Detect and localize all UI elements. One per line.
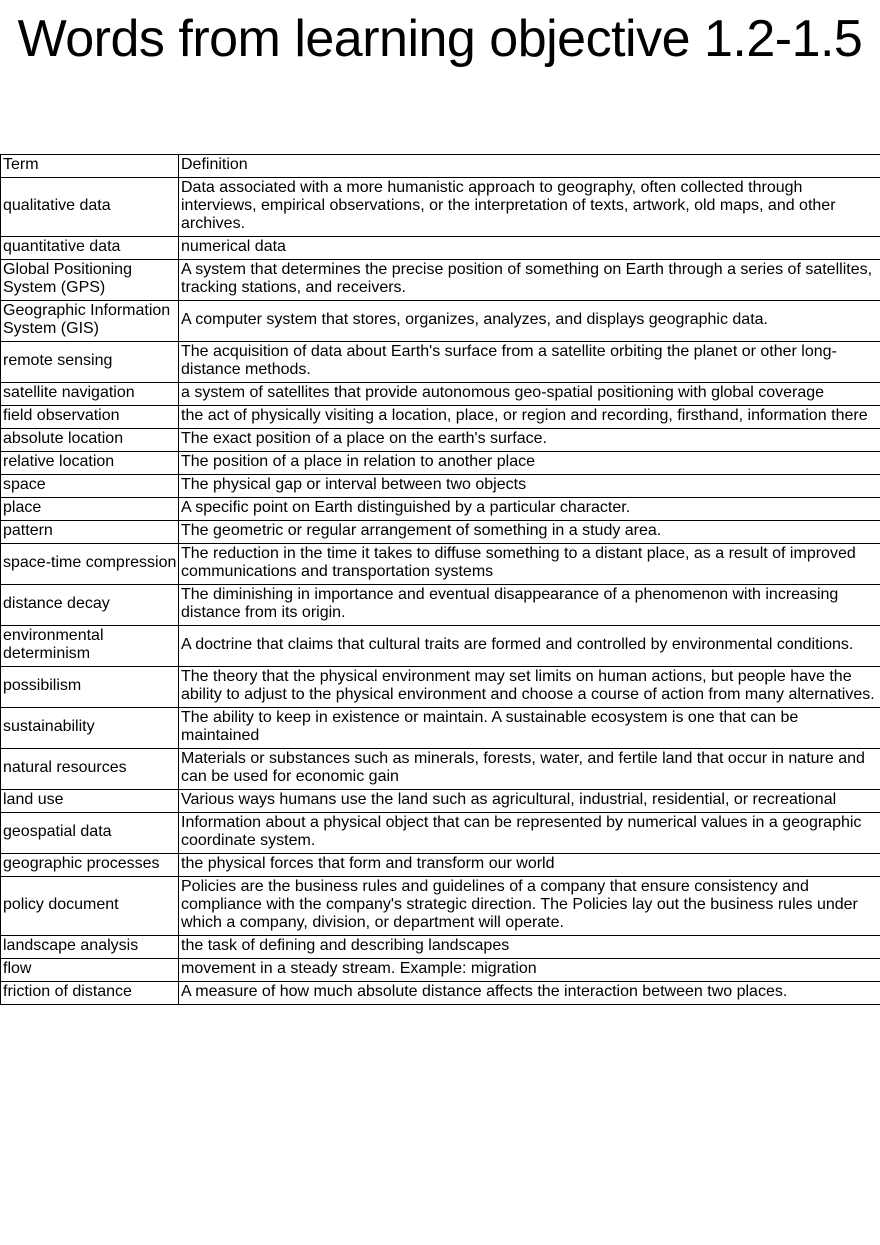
- definition-cell: The theory that the physical environment may set limits on human actions, but people have the ability to adjust to the physical environment and choose a course of action from many alternatives.: [179, 667, 880, 708]
- table-row: [1, 301, 880, 342]
- definition-cell: The ability to keep in existence or maintain. A sustainable ecosystem is one that can be maintained: [179, 708, 880, 749]
- table-row: [1, 237, 880, 260]
- definition-cell: the physical forces that form and transform our world: [179, 854, 880, 877]
- term-cell: relative location: [1, 452, 179, 475]
- definition-cell: The exact position of a place on the earth's surface.: [179, 429, 880, 452]
- term-cell: space: [1, 475, 179, 498]
- table-row: [1, 854, 880, 877]
- definition-cell: Information about a physical object that can be represented by numerical values in a geographic coordinate system.: [179, 813, 880, 854]
- table-row: [1, 790, 880, 813]
- table-header-row: [1, 155, 880, 178]
- definition-cell: the task of defining and describing landscapes: [179, 936, 880, 959]
- table-row: [1, 544, 880, 585]
- term-cell: environmental determinism: [1, 626, 179, 667]
- definition-cell: Materials or substances such as minerals, forests, water, and fertile land that occur in nature and can be used for economic gain: [179, 749, 880, 790]
- definition-cell: A measure of how much absolute distance affects the interaction between two places.: [179, 982, 880, 1005]
- definition-cell: The acquisition of data about Earth's surface from a satellite orbiting the planet or other long-distance methods.: [179, 342, 880, 383]
- term-cell: possibilism: [1, 667, 179, 708]
- table-row: [1, 936, 880, 959]
- table-row: [1, 877, 880, 936]
- table-row: [1, 260, 880, 301]
- definition-cell: A specific point on Earth distinguished by a particular character.: [179, 498, 880, 521]
- term-cell: policy document: [1, 877, 179, 936]
- term-cell: Global Positioning System (GPS): [1, 260, 179, 301]
- definition-cell: the act of physically visiting a location, place, or region and recording, firsthand, information there: [179, 406, 880, 429]
- definition-cell: The physical gap or interval between two objects: [179, 475, 880, 498]
- term-cell: friction of distance: [1, 982, 179, 1005]
- term-cell: satellite navigation: [1, 383, 179, 406]
- term-cell: absolute location: [1, 429, 179, 452]
- term-cell: space-time compression: [1, 544, 179, 585]
- term-cell: sustainability: [1, 708, 179, 749]
- table-row: [1, 452, 880, 475]
- definition-cell: numerical data: [179, 237, 880, 260]
- term-cell: distance decay: [1, 585, 179, 626]
- definition-cell: Data associated with a more humanistic approach to geography, often collected through interviews, empirical observations, or the interpretation of texts, artwork, old maps, and other archives.: [179, 178, 880, 237]
- definition-cell: The geometric or regular arrangement of something in a study area.: [179, 521, 880, 544]
- term-cell: place: [1, 498, 179, 521]
- definition-cell: movement in a steady stream. Example: migration: [179, 959, 880, 982]
- table-row: [1, 959, 880, 982]
- definition-cell: Various ways humans use the land such as agricultural, industrial, residential, or recreational: [179, 790, 880, 813]
- term-cell: land use: [1, 790, 179, 813]
- table-row: [1, 667, 880, 708]
- definition-cell: Policies are the business rules and guidelines of a company that ensure consistency and compliance with the company's strategic direction. The Policies lay out the business rules under which a company, division, or department will operate.: [179, 877, 880, 936]
- table-row: [1, 813, 880, 854]
- term-column-header: Term: [1, 155, 179, 178]
- table-row: [1, 749, 880, 790]
- definition-cell: a system of satellites that provide autonomous geo-spatial positioning with global coverage: [179, 383, 880, 406]
- table-row: [1, 178, 880, 237]
- table-row: [1, 708, 880, 749]
- table-row: [1, 342, 880, 383]
- term-cell: qualitative data: [1, 178, 179, 237]
- definition-cell: A doctrine that claims that cultural traits are formed and controlled by environmental conditions.: [179, 626, 880, 667]
- term-cell: field observation: [1, 406, 179, 429]
- term-cell: Geographic Information System (GIS): [1, 301, 179, 342]
- definition-cell: A computer system that stores, organizes, analyzes, and displays geographic data.: [179, 301, 880, 342]
- page-title: Words from learning objective 1.2-1.5: [17, 10, 863, 68]
- term-cell: quantitative data: [1, 237, 179, 260]
- term-cell: pattern: [1, 521, 179, 544]
- table-row: [1, 383, 880, 406]
- table-row: [1, 521, 880, 544]
- term-cell: landscape analysis: [1, 936, 179, 959]
- term-cell: natural resources: [1, 749, 179, 790]
- definition-cell: The position of a place in relation to another place: [179, 452, 880, 475]
- table-row: [1, 475, 880, 498]
- term-cell: remote sensing: [1, 342, 179, 383]
- term-cell: geographic processes: [1, 854, 179, 877]
- definition-column-header: Definition: [179, 155, 880, 178]
- definition-cell: The diminishing in importance and eventual disappearance of a phenomenon with increasing distance from its origin.: [179, 585, 880, 626]
- table-row: [1, 585, 880, 626]
- table-row: [1, 982, 880, 1005]
- table-row: [1, 406, 880, 429]
- definition-cell: The reduction in the time it takes to diffuse something to a distant place, as a result of improved communications and transportation systems: [179, 544, 880, 585]
- table-row: [1, 429, 880, 452]
- term-cell: flow: [1, 959, 179, 982]
- table-row: [1, 498, 880, 521]
- table-row: [1, 626, 880, 667]
- definition-cell: A system that determines the precise position of something on Earth through a series of satellites, tracking stations, and receivers.: [179, 260, 880, 301]
- glossary-table: [0, 154, 880, 1005]
- term-cell: geospatial data: [1, 813, 179, 854]
